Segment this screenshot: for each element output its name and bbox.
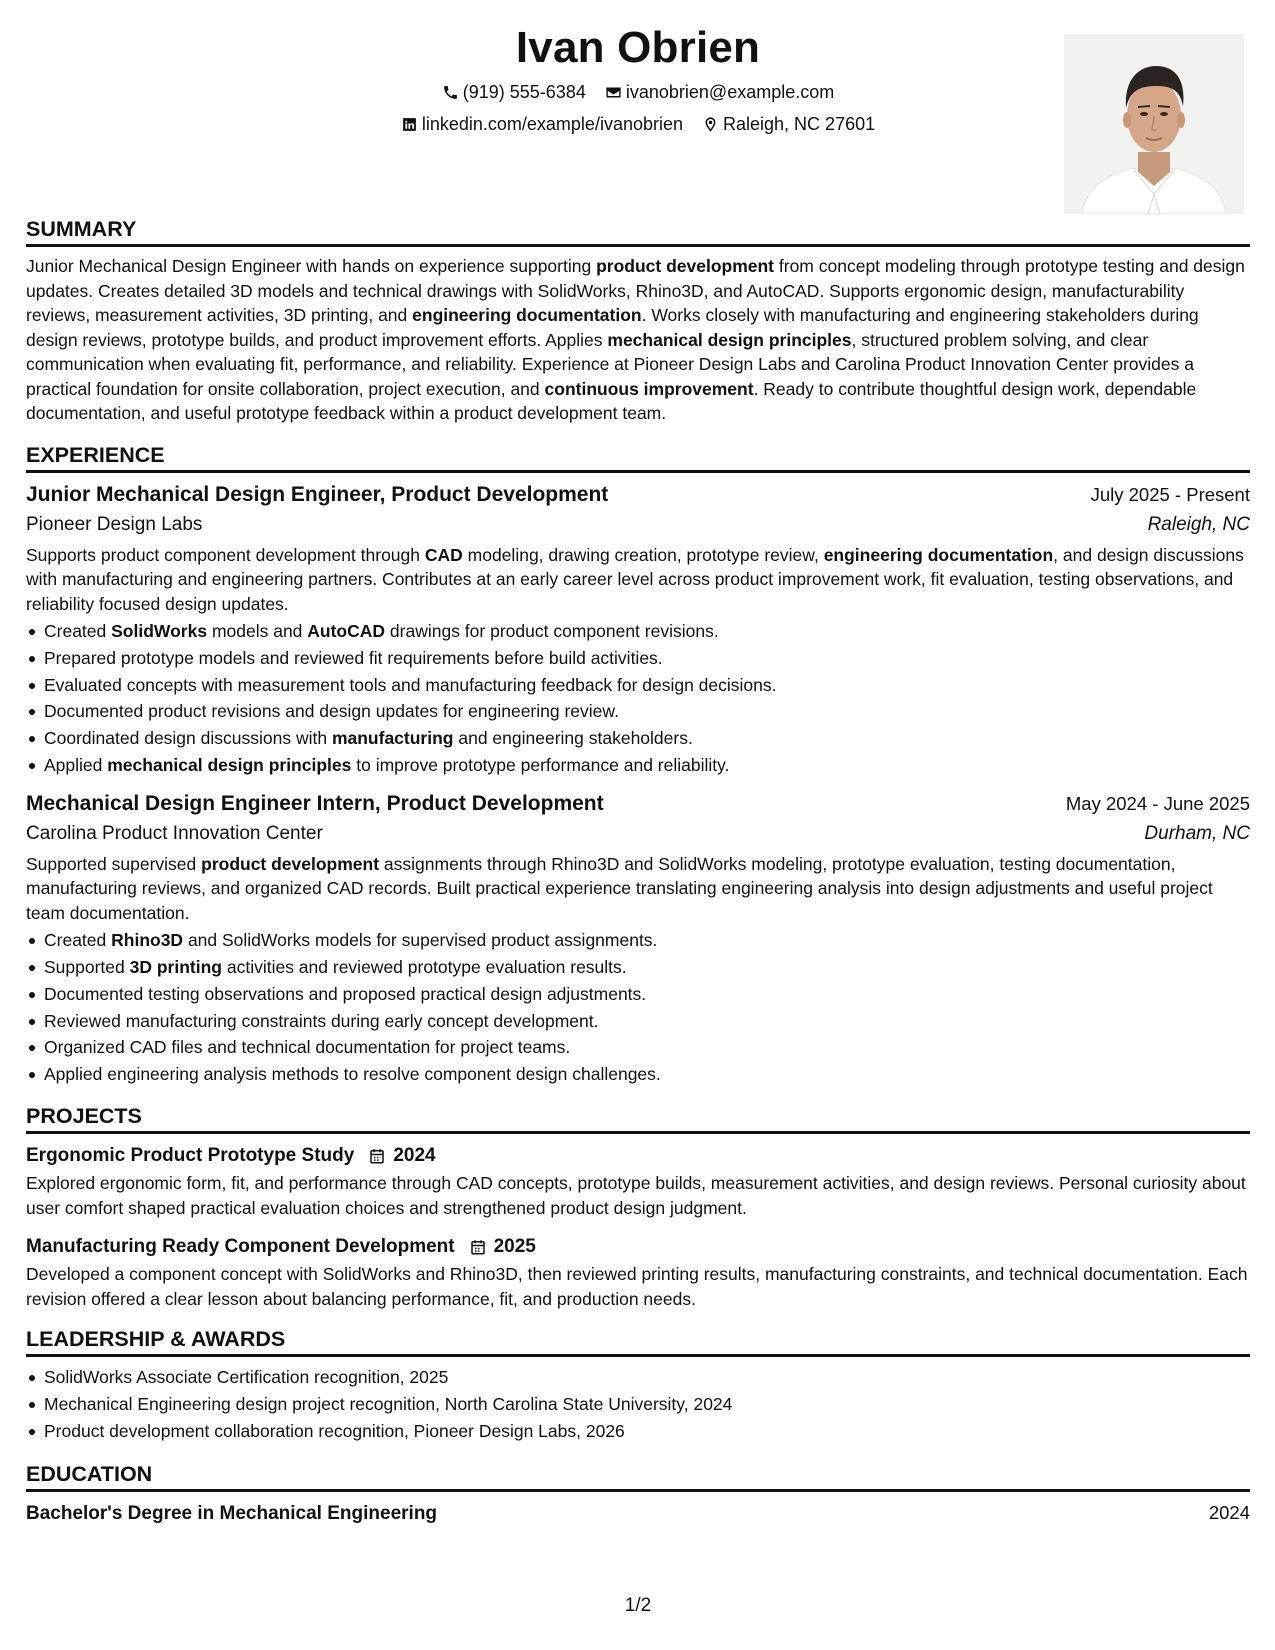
experience-section	[26, 441, 1250, 1089]
project-year: 2024	[393, 1145, 436, 1167]
job-dates: July 2025 - Present	[1090, 483, 1250, 505]
bullet-item: Applied mechanical design principles to improve prototype performance and reliability.	[26, 752, 1250, 779]
project-year: 2025	[493, 1236, 536, 1258]
phone-text: (919) 555-6384	[462, 82, 586, 102]
job-title: Mechanical Design Engineer Intern, Product Development	[26, 791, 604, 815]
emphasis-text: product development	[596, 256, 775, 276]
award-item: SolidWorks Associate Certification recognition, 2025	[26, 1364, 1250, 1391]
award-item: Product development collaboration recognition, Pioneer Design Labs, 2026	[26, 1418, 1250, 1445]
resume-page	[26, 0, 1250, 1650]
bullet-item: Applied engineering analysis methods to resolve component design challenges.	[26, 1061, 1250, 1088]
candidate-name: Ivan Obrien	[515, 23, 761, 72]
degree-year: 2024	[1208, 1502, 1250, 1524]
emphasis-text: Rhino3D	[111, 930, 184, 951]
project-name: Manufacturing Ready Component Development	[26, 1236, 455, 1258]
projects-section	[26, 1102, 1250, 1311]
linkedin-text: linkedin.com/example/ivanobrien	[421, 114, 683, 134]
profile-photo-portrait	[1064, 34, 1244, 214]
linkedin-contact[interactable]	[401, 112, 683, 136]
job-location: Raleigh, NC	[1147, 513, 1250, 535]
emphasis-text: engineering documentation	[823, 544, 1054, 565]
map-pin-icon	[702, 116, 719, 133]
emphasis-text: mechanical design principles	[607, 329, 852, 350]
summary-section	[26, 215, 1250, 426]
degree-name: Bachelor's Degree in Mechanical Engineering	[26, 1503, 438, 1525]
emphasis-text: SolidWorks	[111, 621, 208, 641]
bullet-item: Created Rhino3D and SolidWorks models for supervised product assignments.	[26, 927, 1250, 954]
project-name: Ergonomic Product Prototype Study	[26, 1145, 355, 1167]
bullet-item: Reviewed manufacturing constraints during early concept development.	[26, 1008, 1250, 1035]
awards-list	[26, 1364, 1250, 1444]
job-title: Junior Mechanical Design Engineer, Product Development	[26, 482, 609, 506]
experience-heading: EXPERIENCE	[26, 441, 1250, 473]
envelope-icon	[605, 84, 622, 101]
page-number: 1/2	[624, 1595, 652, 1616]
location-contact	[702, 112, 875, 136]
resume-header	[26, 0, 1250, 215]
emphasis-text: continuous improvement	[544, 378, 754, 399]
summary-heading: SUMMARY	[26, 215, 1250, 247]
project-entry	[26, 1232, 1250, 1311]
emphasis-text: CAD	[424, 544, 463, 565]
summary-text: Junior Mechanical Design Engineer with hands on experience supporting product development from concept modeling through prototype testing and design updates. Creates detailed 3D models and technical drawings with SolidWorks, Rhino3D, and AutoCAD. Supports ergonomic design, manufacturability reviews, measurement activities, 3D printing, and engineering documentation. Works closely with manufacturing and engineering stakeholders during design reviews, prototype builds, and product improvement efforts. Applies mechanical design principles, structured problem solving, and clear communication when evaluating fit, performance, and reliability. Experience at Pioneer Design Labs and Carolina Product Innovation Center provides a practical foundation for onsite collaboration, project execution, and continuous improvement. Ready to contribute thoughtful design work, dependable documentation, and useful prototype feedback within a product development team.	[26, 256, 1245, 423]
emphasis-text: mechanical design principles	[107, 754, 352, 775]
job-bullets	[26, 927, 1250, 1088]
bullet-item: Evaluated concepts with measurement tools and manufacturing feedback for design decisions.	[26, 672, 1250, 699]
education-heading: EDUCATION	[26, 1460, 1250, 1492]
project-entry	[26, 1141, 1250, 1220]
job-description: Supported supervised product development assignments through Rhino3D and SolidWorks modeling, prototype evaluation, testing documentation, manufacturing reviews, and organized CAD records. Built practical experience translating engineering analysis into design adjustments and useful project team documentation.	[26, 853, 1213, 923]
linkedin-icon	[401, 116, 418, 133]
phone-icon	[442, 84, 459, 101]
email-contact[interactable]	[605, 80, 834, 104]
project-description: Developed a component concept with SolidWorks and Rhino3D, then reviewed printing results, manufacturing constraints, and technical documentation. Each revision offered a clear lesson about balancing performance, fit, and production needs.	[26, 1264, 1248, 1309]
job-entry	[26, 789, 1250, 1088]
emphasis-text: manufacturing	[331, 728, 454, 749]
education-section	[26, 1460, 1250, 1529]
leadership-section	[26, 1325, 1250, 1444]
leadership-heading: LEADERSHIP & AWARDS	[26, 1325, 1250, 1357]
bullet-item: Supported 3D printing activities and reviewed prototype evaluation results.	[26, 954, 1250, 981]
profile-photo	[1064, 34, 1244, 214]
location-text: Raleigh, NC 27601	[723, 114, 876, 134]
project-description: Explored ergonomic form, fit, and performance through CAD concepts, prototype builds, measurement activities, and design reviews. Personal curiosity about user comfort shaped practical evaluation choices and strengthened product design judgment.	[26, 1173, 1246, 1218]
bullet-item: Coordinated design discussions with manufacturing and engineering stakeholders.	[26, 725, 1250, 752]
calendar-icon	[469, 1238, 487, 1256]
job-entry	[26, 480, 1250, 779]
emphasis-text: engineering documentation	[412, 305, 642, 325]
job-description: Supports product component development through CAD modeling, drawing creation, prototype review, engineering documentation, and design discussions with manufacturing and engineering partners. Contributes at an early career level across product improvement work, fit evaluation, testing observations, and reliability focused design updates.	[26, 544, 1244, 614]
job-location: Durham, NC	[1144, 822, 1250, 844]
bullet-item: Prepared prototype models and reviewed fit requirements before build activities.	[26, 645, 1250, 672]
job-company: Pioneer Design Labs	[26, 513, 203, 535]
job-company: Carolina Product Innovation Center	[26, 822, 323, 844]
award-item: Mechanical Engineering design project recognition, North Carolina State University, 2024	[26, 1391, 1250, 1418]
calendar-icon	[368, 1147, 386, 1165]
emphasis-text: product development	[201, 853, 380, 874]
bullet-item: Created SolidWorks models and AutoCAD drawings for product component revisions.	[26, 618, 1250, 645]
bullet-item: Organized CAD files and technical documentation for project teams.	[26, 1034, 1250, 1061]
job-bullets	[26, 618, 1250, 779]
emphasis-text: 3D printing	[129, 957, 222, 978]
phone-contact	[442, 80, 586, 104]
bullet-item: Documented product revisions and design updates for engineering review.	[26, 698, 1250, 725]
bullet-item: Documented testing observations and proposed practical design adjustments.	[26, 981, 1250, 1008]
job-dates: May 2024 - June 2025	[1065, 792, 1250, 814]
email-text: ivanobrien@example.com	[625, 82, 835, 102]
projects-heading: PROJECTS	[26, 1102, 1250, 1134]
emphasis-text: AutoCAD	[307, 621, 386, 641]
